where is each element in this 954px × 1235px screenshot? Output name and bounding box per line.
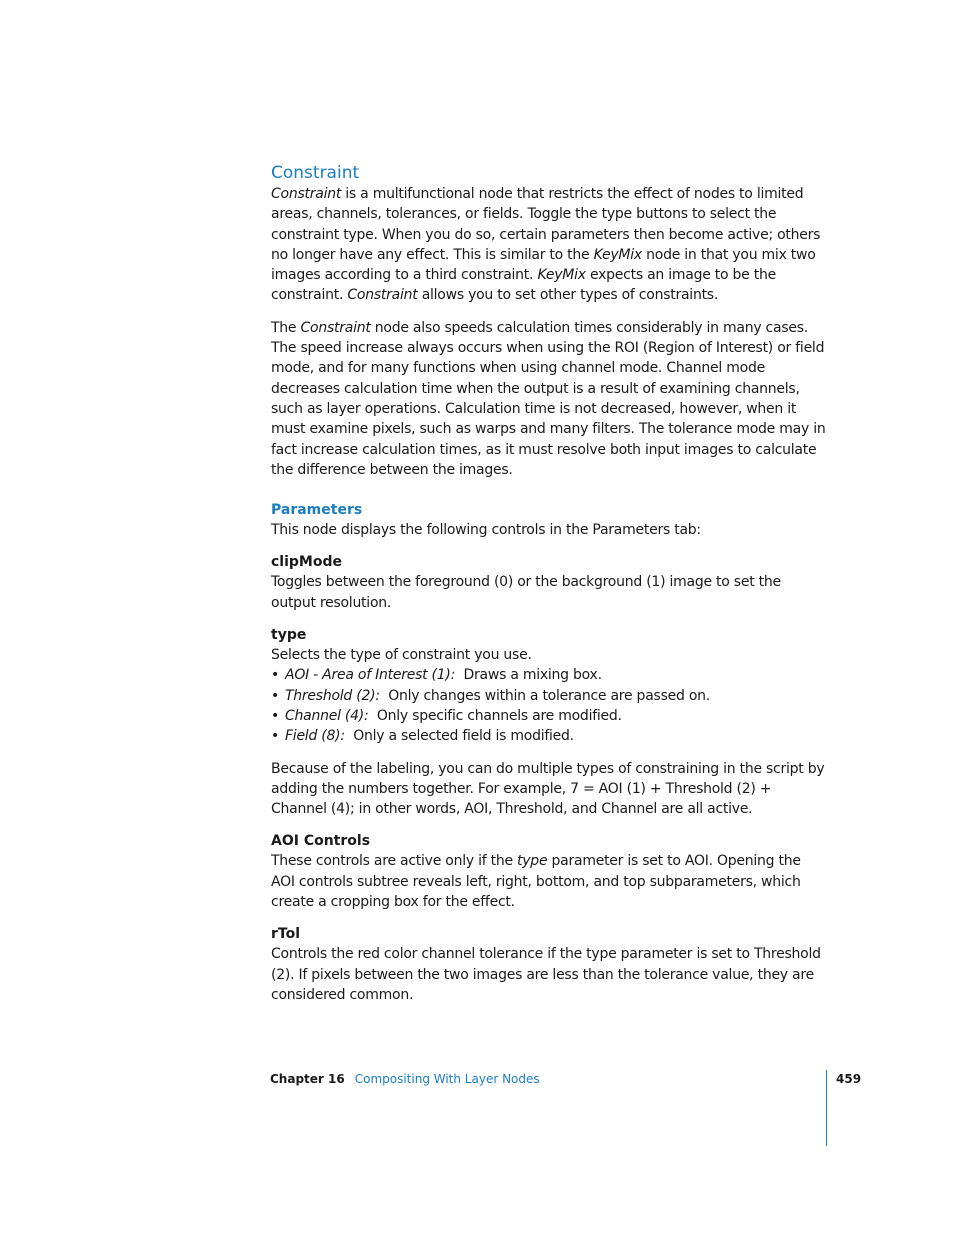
option-text: Only changes within a tolerance are passed on. (379, 687, 710, 704)
text-run: These controls are active only if the (271, 853, 518, 870)
type-description: Selects the type of constraint you use. (271, 647, 532, 664)
option-text: Draws a mixing box. (455, 667, 602, 684)
clipmode-heading: clipMode (271, 554, 342, 571)
option-text: Only specific channels are modified. (368, 707, 622, 724)
list-item (271, 665, 827, 685)
option-label: Field (8): (285, 728, 345, 745)
text-run: parameter is set to AOI. Opening the AOI controls subtree reveals left, right, bottom, and top subparameters, which create a cropping box for the effect. (271, 853, 801, 911)
text-run: expects an image to be the constraint. (271, 267, 776, 304)
section-title: Constraint (271, 163, 360, 183)
option-label: Threshold (2): (285, 687, 380, 704)
node-name-emphasis: Constraint (300, 319, 371, 336)
intro-paragraph-1 (271, 184, 827, 306)
page-footer (270, 1072, 540, 1086)
node-name-emphasis: Constraint (347, 287, 418, 304)
clipmode-description: Toggles between the foreground (0) or the background (1) image to set the output resolution. (271, 574, 781, 611)
aoi-controls-heading: AOI Controls (271, 833, 371, 850)
option-text: Only a selected field is modified. (344, 728, 574, 745)
chapter-title: Compositing With Layer Nodes (354, 1072, 540, 1086)
node-name-emphasis: KeyMix (537, 267, 586, 284)
parameters-heading: Parameters (271, 502, 363, 519)
footer-divider (826, 1070, 827, 1146)
text-run: The (271, 319, 301, 336)
type-options-list (271, 665, 827, 746)
param-name-emphasis: type (517, 853, 548, 870)
bullet-icon: • (271, 728, 280, 745)
page-content (271, 162, 827, 1005)
bullet-icon: • (271, 707, 280, 724)
list-item (271, 706, 827, 726)
aoi-controls-description (271, 851, 827, 912)
node-name-emphasis: KeyMix (593, 246, 642, 263)
text-run: is a multifunctional node that restricts the effect of nodes to limited areas, channels, tolerances, or fields. Toggle the type buttons to select the constraint type. When you do so, certain parameters then become active; others no longer have any effect. This is similar to the (271, 186, 821, 263)
list-item (271, 726, 827, 746)
type-heading: type (271, 627, 307, 644)
parameters-intro: This node displays the following controls in the Parameters tab: (271, 522, 701, 539)
bullet-icon: • (271, 687, 280, 704)
intro-paragraph-2 (271, 318, 827, 480)
text-run: node also speeds calculation times considerably in many cases. The speed increase always occurs when using the ROI (Region of Interest) or field mode, and for many functions when using channel mode. Channel mode decreases calculation time when the output is a result of examining channels, such as layer operations. Calculation time is not decreased, however, when it must examine pixels, such as warps and many filters. The tolerance mode may in fact increase calculation times, as it must resolve both input images to calculate the difference between the images. (271, 319, 826, 478)
page-number: 459 (836, 1072, 862, 1086)
chapter-number: Chapter 16 (270, 1072, 345, 1086)
list-item (271, 686, 827, 706)
type-combination-note: Because of the labeling, you can do multiple types of constraining in the script by adding the numbers together. For example, 7 = AOI (1) + Threshold (2) + Channel (4); in other words, AOI, Threshold, and Channel are all active. (271, 760, 825, 818)
text-run: allows you to set other types of constraints. (417, 287, 719, 304)
bullet-icon: • (271, 667, 280, 684)
option-label: AOI - Area of Interest (1): (285, 667, 456, 684)
node-name-emphasis: Constraint (271, 186, 342, 202)
text-run: node in that you mix two images according to a third constraint. (271, 246, 816, 284)
option-label: Channel (4): (285, 707, 369, 724)
rtol-description: Controls the red color channel tolerance if the type parameter is set to Threshold (2). If pixels between the two images are less than the tolerance value, they are considered common. (271, 946, 821, 1003)
rtol-heading: rTol (271, 926, 301, 943)
